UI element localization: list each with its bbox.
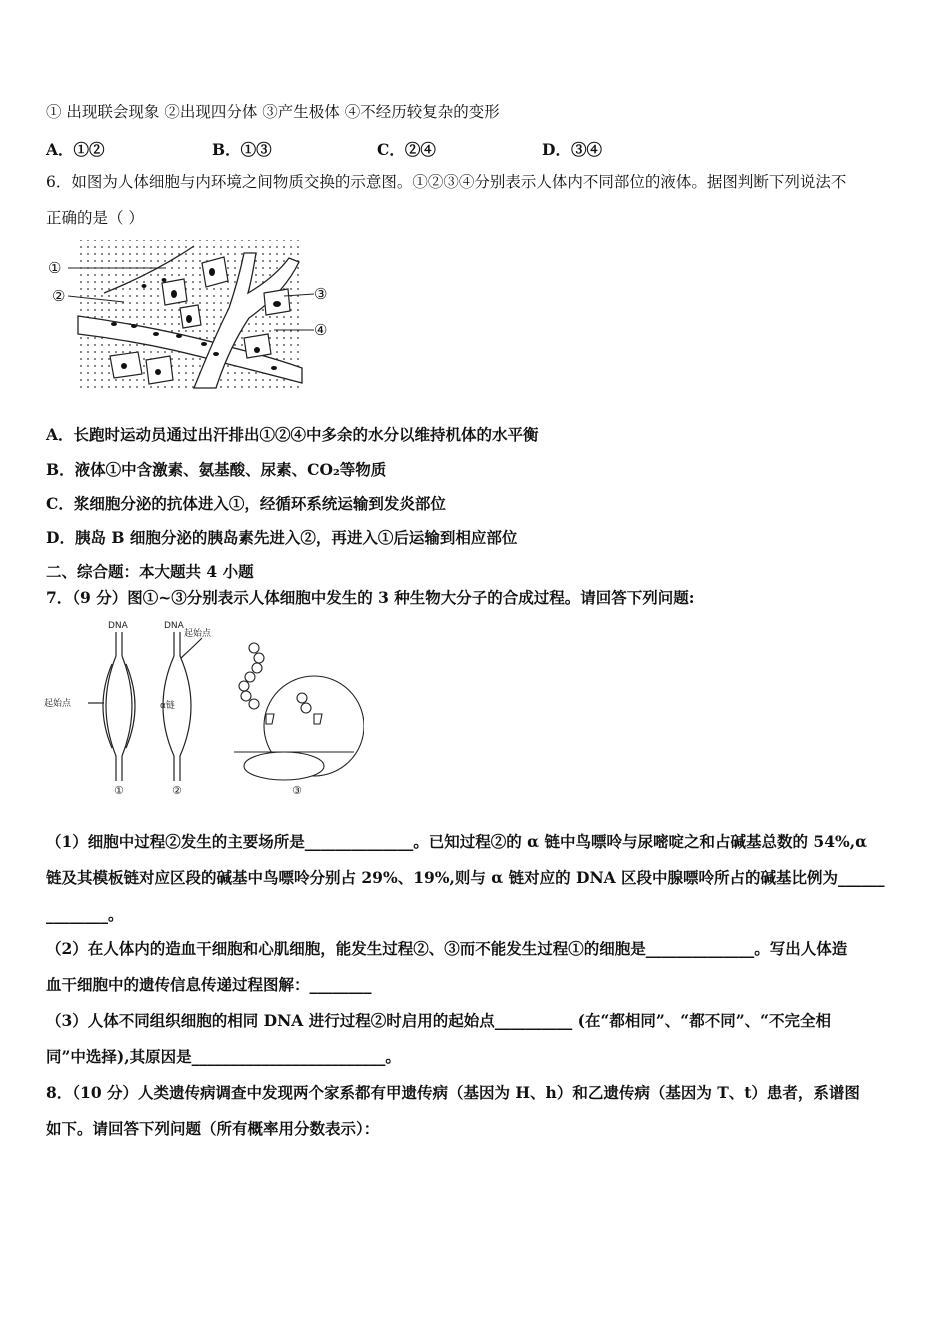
q5-choice-c[interactable]: C．②④ <box>377 140 436 159</box>
q5-statements: ① 出现联会现象 ②出现四分体 ③产生极体 ④不经历较复杂的变形 <box>46 103 500 121</box>
dna-label-1: DNA <box>108 621 128 631</box>
q6-option-c[interactable]: C．浆细胞分泌的抗体进入①，经循环系统运输到发炎部位 <box>46 494 446 513</box>
label-3: ③ <box>314 285 328 303</box>
figure-num-2: ② <box>172 784 182 797</box>
label-4: ④ <box>314 321 328 339</box>
q8-line1: 8．（10 分）人类遗传病调查中发现两个家系都有甲遗传病（基因为 H、h）和乙遗传病（基因为 T、t）患者，系谱图 <box>46 1083 860 1102</box>
q7-p1-line1: （1）细胞中过程②发生的主要场所是______________。已知过程②的 α 链中鸟嘌呤与尿嘧啶之和占碱基总数的 54%,α <box>46 832 868 851</box>
q6-option-b[interactable]: B．液体①中含激素、氨基酸、尿素、CO₂等物质 <box>46 460 387 479</box>
alpha-chain-label: α链 <box>160 701 175 711</box>
section-2-heading: 二、综合题：本大题共 4 小题 <box>46 562 254 581</box>
q7-p1-line3: ________。 <box>46 905 124 924</box>
origin-label-left: 起始点 <box>44 699 72 709</box>
translation-ribosome <box>234 643 364 780</box>
tissue-exchange-diagram <box>44 238 344 398</box>
q6-option-d[interactable]: D．胰岛 B 细胞分泌的胰岛素先进入②，再进入①后运输到相应部位 <box>46 528 518 547</box>
q6-stem-line1: 6．如图为人体细胞与内环境之间物质交换的示意图。①②③④分别表示人体内不同部位的液体。据图判断下列说法不 <box>46 173 847 191</box>
q8-line2: 如下。请回答下列问题（所有概率用分数表示）： <box>46 1119 380 1138</box>
replication-bubble <box>88 632 135 781</box>
q7-p2-line2: 血干细胞中的遗传信息传递过程图解：________ <box>46 975 372 994</box>
q7-p1-line2: 链及其模板链对应区段的碱基中鸟嘌呤分别占 29%、19%,则与 α 链对应的 DNA 区段中腺嘌呤所占的碱基比例为______ <box>46 868 885 887</box>
figure-num-3: ③ <box>292 784 302 797</box>
q5-choice-d[interactable]: D．③④ <box>542 140 602 159</box>
q5-choice-b[interactable]: B．①③ <box>212 140 272 159</box>
q7-p2-line1: （2）在人体内的造血干细胞和心肌细胞，能发生过程②、③而不能发生过程①的细胞是______________。写出人体造 <box>46 939 848 958</box>
figure-num-1: ① <box>114 784 124 797</box>
dna-label-2: DNA <box>164 621 184 631</box>
label-1: ① <box>48 259 62 277</box>
origin-label-top: 起始点 <box>184 629 212 639</box>
label-2: ② <box>52 287 66 305</box>
q6-option-a[interactable]: A．长跑时运动员通过出汗排出①②④中多余的水分以维持机体的水平衡 <box>46 425 539 444</box>
synthesis-process-diagram <box>44 616 364 801</box>
q7-p3-line2: 同”中选择),其原因是_________________________。 <box>46 1047 401 1066</box>
q7-stem: 7．（9 分）图①~③分别表示人体细胞中发生的 3 种生物大分子的合成过程。请回答下列问题: <box>46 588 695 607</box>
q7-p3-line1: （3）人体不同组织细胞的相同 DNA 进行过程②时启用的起始点__________ (在“都相同”、“都不同”、“不完全相 <box>46 1011 832 1030</box>
q5-choice-a[interactable]: A．①② <box>46 140 105 159</box>
q6-stem-line2: 正确的是（ ） <box>46 209 144 227</box>
